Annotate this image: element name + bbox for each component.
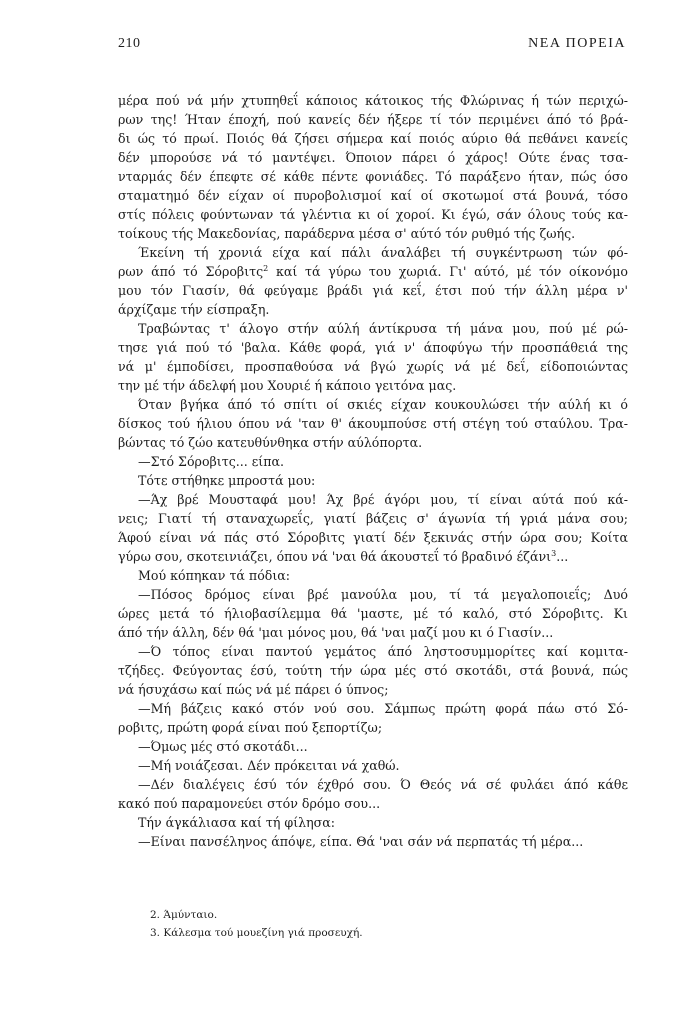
text-line: τησε γιά πού τό 'βαλα. Κάθε φορά, γιά ν' άποφύγω τήν προσπάθειά της bbox=[118, 340, 628, 355]
text-line: Έκείνη τή χρονιά είχα καί πάλι άναλάβει τή συγκέντρωση τών φό- bbox=[138, 245, 628, 260]
text-line: τζήδες. Φεύγοντας έσύ, τούτη τήν ώρα μές στό σκοτάδι, στά βουνά, πώς bbox=[118, 663, 628, 678]
footnote: 2. Άμύνταιο. bbox=[150, 909, 218, 921]
text-line: Τήν άγκάλιασα καί τή φίλησα: bbox=[138, 815, 335, 830]
text-line: Όταν βγήκα άπό τό σπίτι οί σκιές είχαν κουκουλώσει τήν αύλή κι ό bbox=[138, 397, 628, 412]
text-line: —Ό τόπος είναι παντού γεμάτος άπό ληστοσυμμορίτες καί κομιτα- bbox=[138, 644, 628, 659]
text-line: βώντας τό ζώο κατευθύνθηκα στήν αύλόπορτα. bbox=[118, 435, 423, 450]
text-line: ροβιτς, πρώτη φορά είναι πού ξεπορτίζω; bbox=[118, 720, 383, 735]
text-line: —Άχ βρέ Μουσταφά μου! Άχ βρέ άγόρι μου, τί είναι αύτά πού κά- bbox=[138, 492, 628, 507]
text-line: άπό τήν άλλη, δέν θά 'μαι μόνος μου, θά 'ναι μαζί μου κι ό Γιασίν... bbox=[118, 625, 554, 640]
text-line: νά ήσυχάσω καί πώς νά μέ πάρει ό ύπνος; bbox=[118, 682, 389, 697]
footnotes bbox=[150, 906, 363, 942]
text-line: Τραβώντας τ' άλογο στήν αύλή άντίκρυσα τή μάνα μου, πού μέ ρώ- bbox=[138, 321, 628, 336]
text-fragment: ρων άπό τό Σόροβιτς bbox=[118, 264, 264, 279]
text-line: —Πόσος δρόμος είναι βρέ μανούλα μου, τί τά μεγαλοποιεΐς; Δυό bbox=[138, 587, 628, 602]
text-line: ρων της! Ήταν έποχή, πού κανείς δέν ήξερε τί τόν περιμένει άπό τό βρά- bbox=[118, 112, 628, 127]
text-line: νταρμάς δέν έπεφτε σέ κάθε πέντε φονιάδες. Τό παράξενο ήταν, πώς όσο bbox=[118, 169, 628, 184]
text-line: —Μή νοιάζεσαι. Δέν πρόκειται νά χαθώ. bbox=[138, 758, 400, 773]
text-line: νεις; Γιατί τή σταναχωρεΐς, γιατί βάζεις σ' άγωνία τή γριά μάνα σου; bbox=[118, 511, 628, 526]
page-number: 210 bbox=[118, 36, 141, 51]
text-fragment: ... bbox=[556, 549, 569, 564]
text-line: μου τόν Γιασίν, θά φεύγαμε βράδι γιά κεΐ, έτσι πού τήν άλλη μέρα ν' bbox=[118, 283, 628, 298]
text-line: —Όμως μές στό σκοτάδι... bbox=[138, 739, 308, 754]
text-line: δι ώς τό πρωί. Ποιός θά ζήσει σήμερα καί ποιός αύριο θά πεθάνει κανείς bbox=[118, 131, 628, 146]
text-line: δίσκος τού ήλιου όπου νά 'ταν θ' άκουμπούσε στή στέγη τού σταύλου. Τρα- bbox=[118, 416, 628, 431]
text-line: κακό πού παραμονεύει στόν δρόμο σου... bbox=[118, 796, 381, 811]
text-line: Τότε στήθηκε μπροστά μου: bbox=[138, 473, 316, 488]
text-line: Μού κόπηκαν τά πόδια: bbox=[138, 568, 291, 583]
text-line: στίς πόλεις φούντωναν τά γλέντια κι οί χοροί. Κι έγώ, σάν όλους τούς κα- bbox=[118, 207, 628, 222]
text-line: Άφού είναι νά πάς στό Σόροβιτς γιατί δέν ξεκινάς στήν ώρα σου; Κοίτα bbox=[118, 530, 628, 545]
text-line: —Μή βάζεις κακό στόν νού σου. Σάμπως πρώτη φορά πάω στό Σό- bbox=[138, 701, 628, 716]
text-line: δέν μπορούσε νά τό μαντέψει. Όποιον πάρει ό χάρος! Ούτε ένας τσα- bbox=[118, 150, 628, 165]
footnote-ref: 3 bbox=[551, 549, 557, 558]
body-text bbox=[118, 91, 628, 851]
text-line bbox=[118, 262, 628, 281]
text-line: νά μ' έμποδίσει, προσπαθούσα νά βγώ χωρίς νά μέ δεΐ, είδοποιώντας bbox=[118, 359, 628, 374]
footnote-ref: 2 bbox=[263, 264, 269, 273]
text-fragment: καί τά γύρω του χωριά. Γι' αύτό, μέ τόν οίκονόμο bbox=[268, 264, 628, 279]
footnote: 3. Κάλεσμα τού μουεζίνη γιά προσευχή. bbox=[150, 927, 363, 939]
text-line: άρχίζαμε τήν είσπραξη. bbox=[118, 302, 270, 317]
running-head: ΝΕΑ ΠΟΡΕΙΑ bbox=[528, 36, 626, 51]
text-line: —Στό Σόροβιτς... είπα. bbox=[138, 454, 285, 469]
text-line: την μέ τήν άδελφή μου Χουριέ ή κάποιο γειτόνα μας. bbox=[118, 378, 457, 393]
text-line: —Είναι πανσέληνος άπόψε, είπα. Θά 'ναι σάν νά περπατάς τή μέρα... bbox=[138, 834, 584, 849]
text-line: σταματημό δέν είχαν οί πυροβολισμοί καί οί σκοτωμοί στά βουνά, τόσο bbox=[118, 188, 628, 203]
text-fragment: γύρω σου, σκοτεινιάζει, όπου νά 'ναι θά άκουστεΐ τό βραδινό έζάνι bbox=[118, 549, 552, 564]
text-line: μέρα πού νά μήν χτυπηθεΐ κάποιος κάτοικος τής Φλώρινας ή τών περιχώ- bbox=[118, 93, 628, 108]
text-line: ώρες μετά τό ήλιοβασίλεμμα θά 'μαστε, μέ τό καλό, στό Σόροβιτς. Κι bbox=[118, 606, 628, 621]
text-line: τοίκους τής Μακεδονίας, παράδερνα μέσα σ' αύτό τόν ρυθμό τής ζωής. bbox=[118, 226, 576, 241]
text-line: —Δέν διαλέγεις έσύ τόν έχθρό σου. Ό Θεός νά σέ φυλάει άπό κάθε bbox=[138, 777, 628, 792]
text-line bbox=[118, 547, 628, 566]
